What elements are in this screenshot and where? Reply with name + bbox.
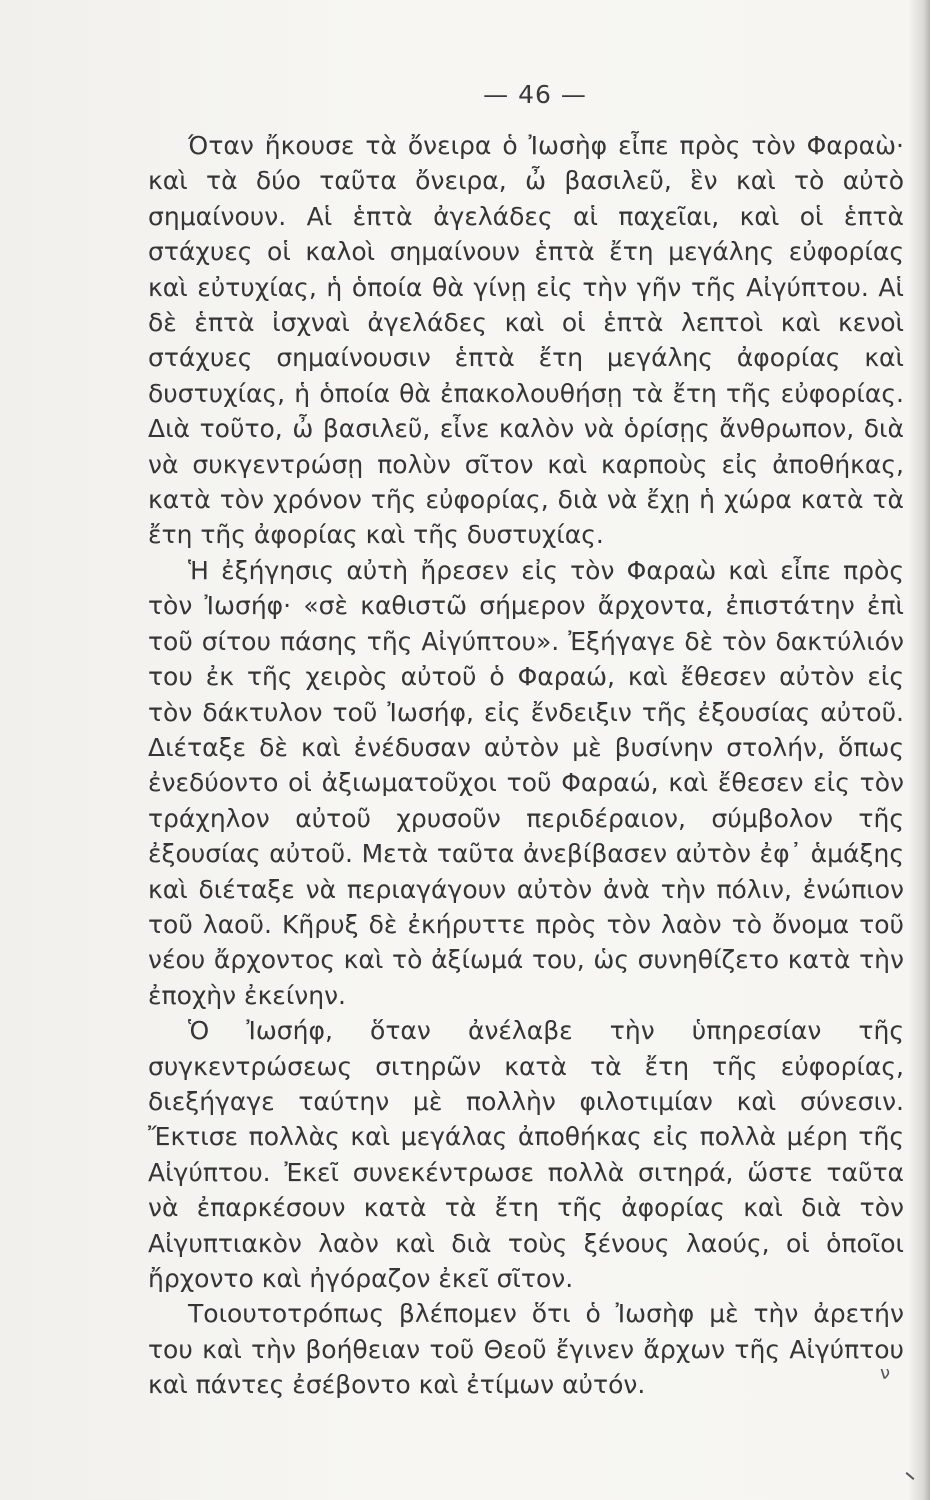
page-number: — 46 — [483, 80, 587, 109]
paragraph-appointment: Ἡ ἐξήγησις αὐτὴ ἤρεσεν εἰς τὸν Φαραὼ καὶ εἶπε πρὸς τὸν Ἰωσήφ· «σὲ καθιστῶ σήμερον ἄρχοντα, ἐπιστάτην ἐπὶ τοῦ σίτου πάσης τῆς Αἰγύπτου». Ἐξήγαγε δὲ τὸν δακτύλιόν του ἐκ τῆς χειρὸς αὐτοῦ ὁ Φαραώ, καὶ ἔθεσεν αὐτὸν εἰς τὸν δάκτυλον τοῦ Ἰωσήφ, εἰς ἔνδειξιν τῆς ἐξουσίας αὐτοῦ. Διέταξε δὲ καὶ ἐνέδυσαν αὐτὸν μὲ βυσίνην στολήν, ὅπως ἐνεδύοντο οἱ ἀξιωματοῦχοι τοῦ Φαραώ, καὶ ἔθεσεν εἰς τὸν τράχηλον αὐτοῦ χρυσοῦν περιδέραιον, σύμβολον τῆς ἐξουσίας αὐτοῦ. Μετὰ ταῦτα ἀνεβίβασεν αὐτὸν ἐφ᾽ ἁμάξης καὶ διέταξε νὰ περιαγάγουν αὐτὸν ἀνὰ τὴν πόλιν, ἐνώπιον τοῦ λαοῦ. Κῆρυξ δὲ ἐκήρυττε πρὸς τὸν λαὸν τὸ ὄνομα τοῦ νέου ἄρχοντος καὶ τὸ ἀξίωμά του, ὡς συνηθίζετο κατὰ τὴν ἐποχὴν ἐκείνην. [148, 555, 904, 1010]
body-text [148, 128, 904, 1403]
end-mark: ν [880, 1363, 891, 1384]
page-edge-shadow [908, 0, 930, 1500]
paragraph-conclusion: Τοιουτοτρόπως βλέπομεν ὅτι ὁ Ἰωσὴφ μὲ τὴν ἀρετήν του καὶ τὴν βοήθειαν τοῦ Θεοῦ ἔγινεν ἄρχων τῆς Αἰγύπτου καὶ πάντες ἐσέβοντο καὶ ἐτίμων αὐτόν. [148, 1299, 904, 1400]
paragraph-granaries: Ὁ Ἰωσήφ, ὅταν ἀνέλαβε τὴν ὑπηρεσίαν τῆς συγκεντρώσεως σιτηρῶν κατὰ τὰ ἔτη τῆς εὐφορίας, διεξήγαγε ταύτην μὲ πολλὴν φιλοτιμίαν καὶ σύνεσιν. Ἔκτισε πολλὰς καὶ μεγάλας ἀποθήκας εἰς πολλὰ μέρη τῆς Αἰγύπτου. Ἐκεῖ συνεκέντρωσε πολλὰ σιτηρά, ὥστε ταῦτα νὰ ἐπαρκέσουν κατὰ τὰ ἔτη τῆς ἀφορίας καὶ διὰ τὸν Αἰγυπτιακὸν λαὸν καὶ διὰ τοὺς ξένους λαούς, οἱ ὁποῖοι ἤρχοντο καὶ ἠγόραζον ἐκεῖ σῖτον. [148, 1016, 904, 1293]
paragraph-dreams-interpretation: Όταν ἤκουσε τὰ ὄνειρα ὁ Ἰωσὴφ εἶπε πρὸς τὸν Φαραὼ· καὶ τὰ δύο ταῦτα ὄνειρα, ὦ βασιλεῦ, ἓν καὶ τὸ αὐτὸ σημαίνουν. Αἱ ἑπτὰ ἀγελάδες αἱ παχεῖαι, καὶ οἱ ἑπτὰ στάχυες οἱ καλοὶ σημαίνουν ἑπτὰ ἔτη μεγάλης εὐφορίας καὶ εὐτυχίας, ἡ ὁποία θὰ γίνῃ εἰς τὴν γῆν τῆς Αἰγύπτου. Αἱ δὲ ἑπτὰ ἰσχναὶ ἀγελάδες καὶ οἱ ἑπτὰ λεπτοὶ καὶ κενοὶ στάχυες σημαίνουσιν ἑπτὰ ἔτη μεγάλης ἀφορίας καὶ δυστυχίας, ἡ ὁποία θὰ ἐπακολουθήσῃ τὰ ἔτη τῆς εὐφορίας. Διὰ τοῦτο, ὦ βασιλεῦ, εἶνε καλὸν νὰ ὁρίσῃς ἄνθρωπον, διὰ νὰ συκγεντρώσῃ πολὺν σῖτον καὶ καρποὺς εἰς ἀποθήκας, κατὰ τὸν χρόνον τῆς εὐφορίας, διὰ νὰ ἔχῃ ἡ χώρα κατὰ τὰ ἔτη τῆς ἀφορίας καὶ τῆς δυστυχίας. [148, 131, 904, 550]
